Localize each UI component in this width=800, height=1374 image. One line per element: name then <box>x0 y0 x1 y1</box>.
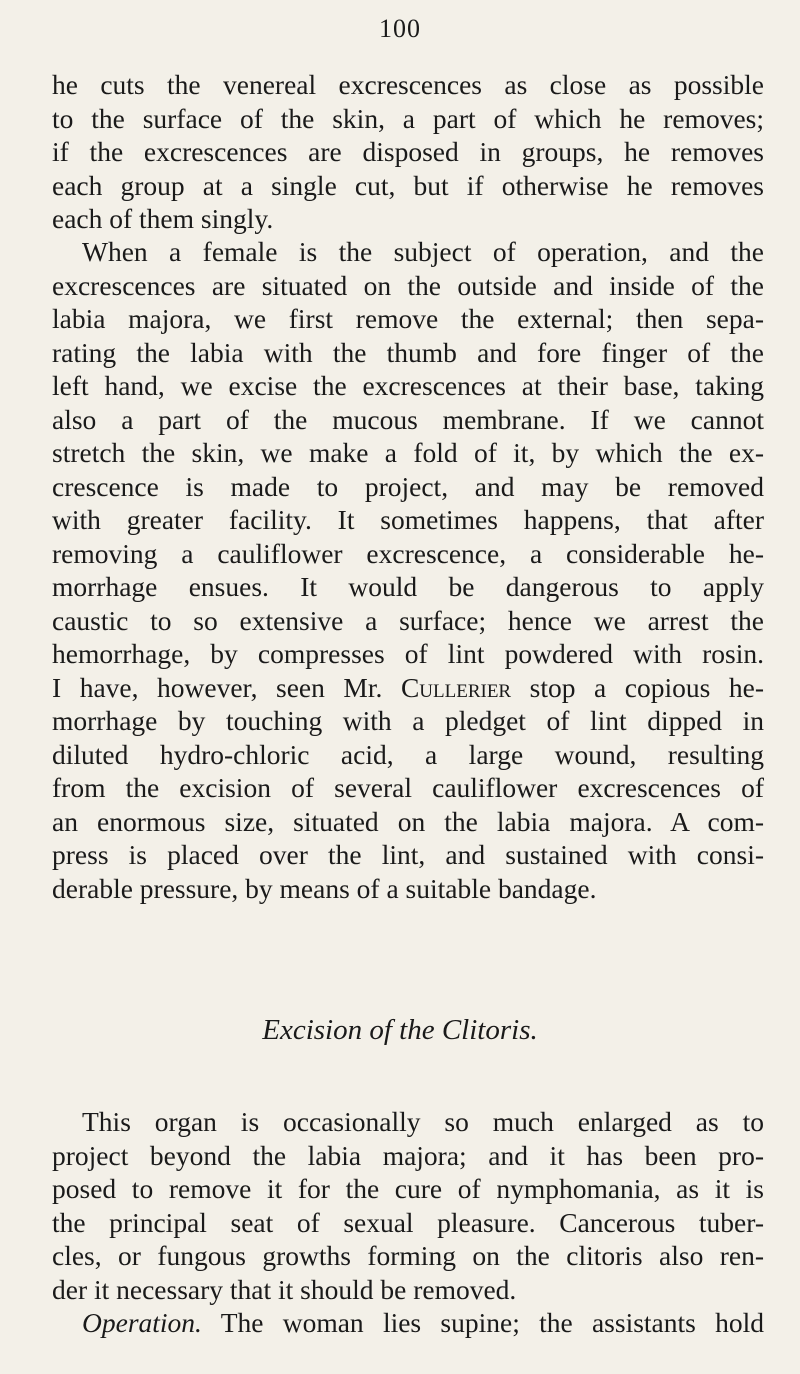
text-line: he cuts the venereal excrescences as close as possible <box>52 69 764 100</box>
text-line: This organ is occasionally so much enlarged as to <box>82 1106 764 1137</box>
text-line: to the surface of the skin, a part of which he removes; <box>52 102 764 134</box>
text-line: project beyond the labia majora; and it has been pro- <box>52 1139 764 1171</box>
text-line: if the excrescences are disposed in groups, he removes <box>52 136 764 167</box>
text-line: hemorrhage, by compresses of lint powdered with rosin. <box>52 638 764 669</box>
text-line: crescence is made to project, and may be removed <box>52 470 764 502</box>
text-line: When a female is the subject of operation, and the <box>82 236 764 267</box>
text-line: caustic to so extensive a surface; hence we arrest the <box>52 604 764 636</box>
text-line: stretch the skin, we make a fold of it, by which the ex- <box>52 437 764 468</box>
page-number: 100 <box>379 14 421 43</box>
paragraph-3 <box>52 1105 764 1340</box>
text-line <box>52 671 764 705</box>
text-line: diluted hydro-chloric acid, a large wound, resulting <box>52 738 764 770</box>
text-line: morrhage by touching with a pledget of lint dipped in <box>52 705 764 736</box>
text-line: left hand, we excise the excrescences at their base, taking <box>52 370 764 401</box>
text-line: der it necessary that it should be removed. <box>52 1273 517 1305</box>
operation-label: Operation. <box>82 1307 202 1338</box>
text-line: from the excision of several cauliflower excrescences of <box>52 772 764 803</box>
text-line: posed to remove it for the cure of nymphomania, as it is <box>52 1173 764 1204</box>
section-heading: Excision of the Clitoris. <box>262 1014 538 1046</box>
text-line: rating the labia with the thumb and fore finger of the <box>52 336 764 368</box>
paragraph-2 <box>52 235 764 905</box>
text-line: with greater facility. It sometimes happens, that after <box>52 504 764 535</box>
text-line: press is placed over the lint, and sustained with consi- <box>52 839 764 870</box>
text-line: each group at a single cut, but if otherwise he removes <box>52 169 764 201</box>
text-line <box>52 1306 764 1340</box>
text-line: an enormous size, situated on the labia majora. A com- <box>52 805 764 837</box>
paragraph-1 <box>52 68 764 236</box>
text-span: The woman lies supine; the assistants hold <box>201 1307 764 1338</box>
text-line: derable pressure, by means of a suitable bandage. <box>52 872 597 904</box>
text-line: the principal seat of sexual pleasure. Cancerous tuber- <box>52 1206 764 1238</box>
text-line: cles, or fungous growths forming on the clitoris also ren- <box>52 1240 764 1271</box>
text-line: excrescences are situated on the outside and inside of the <box>52 269 764 301</box>
text-line: removing a cauliflower excrescence, a considerable he- <box>52 537 764 569</box>
text-line: labia majora, we first remove the external; then sepa- <box>52 303 764 334</box>
person-name: Cullerier <box>400 671 512 703</box>
text-line: each of them singly. <box>52 203 274 234</box>
text-line: also a part of the mucous membrane. If we cannot <box>52 403 764 435</box>
text-line: morrhage ensues. It would be dangerous to apply <box>52 571 764 602</box>
text-span: I have, however, seen Mr. <box>52 671 401 703</box>
text-span: stop a copious he- <box>511 671 764 703</box>
